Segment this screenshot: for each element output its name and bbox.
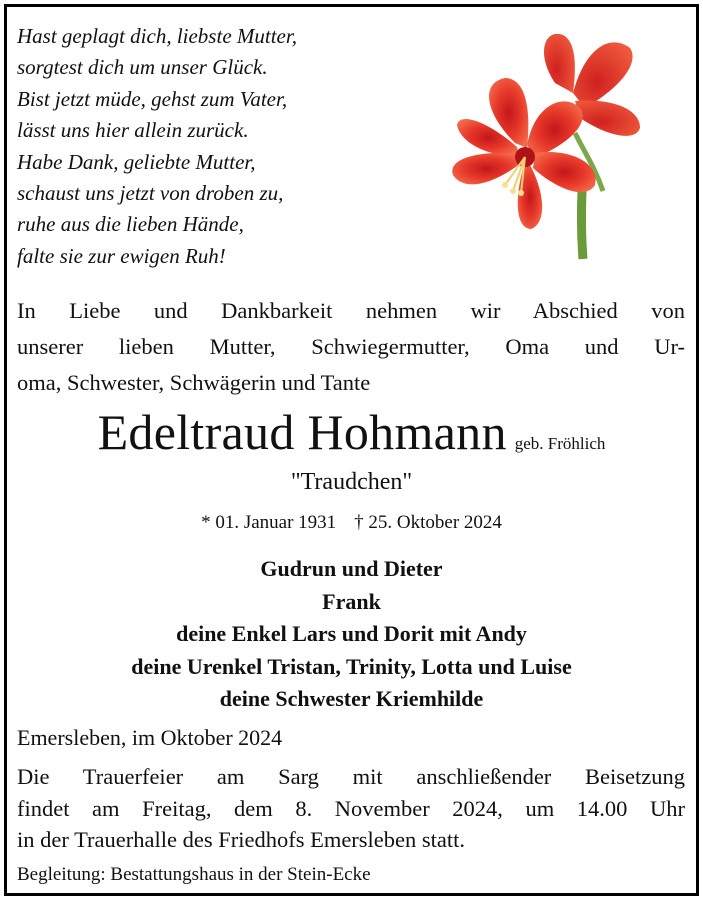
obituary-frame [4, 4, 699, 896]
poem-line: falte sie zur ewigen Ruh! [17, 243, 226, 268]
funeral-info [17, 761, 685, 856]
amaryllis-flower-icon [435, 23, 645, 263]
funeral-line: in der Trauerhalle des Friedhofs Emersleben statt. [17, 827, 466, 852]
poem [17, 21, 417, 272]
birth-date: * 01. Januar 1931 [201, 512, 337, 533]
place-date: Emersleben, im Oktober 2024 [17, 725, 283, 750]
funeral-line: Die Trauerfeier am Sarg mit anschließender Beisetzung [17, 764, 685, 789]
deceased-name-line [7, 403, 696, 461]
nickname: "Traudchen" [290, 469, 413, 495]
birth-name: geb. Fröhlich [514, 434, 606, 453]
death-date: † 25. Oktober 2024 [354, 512, 502, 533]
poem-line: schaust uns jetzt von droben zu, [17, 181, 284, 206]
mourners-list [7, 553, 696, 716]
intro-line: unserer lieben Mutter, Schwiegermutter, Oma und Ur- [17, 334, 685, 359]
funeral-line: findet am Freitag, dem 8. November 2024, um 14.00 Uhr [17, 795, 685, 821]
mourner-line: deine Schwester Kriemhilde [219, 686, 484, 711]
undertaker-line: Begleitung: Bestattungshaus in der Stein-Ecke [17, 864, 371, 885]
poem-line: Hast geplagt dich, liebste Mutter, [17, 24, 297, 48]
poem-line: Bist jetzt müde, gehst zum Vater, [17, 86, 288, 111]
life-dates [7, 512, 696, 534]
deceased-name: Edeltraud Hohmann [97, 404, 507, 460]
mourner-line: Gudrun und Dieter [260, 556, 443, 581]
mourner-line: deine Enkel Lars und Dorit mit Andy [176, 621, 527, 646]
intro-line: In Liebe und Dankbarkeit nehmen wir Abschied von [17, 298, 685, 323]
poem-line: ruhe aus die lieben Hände, [17, 212, 244, 237]
mourner-line: Frank [322, 588, 381, 614]
poem-line: lässt uns hier allein zurück. [17, 118, 249, 143]
mourner-line: deine Urenkel Tristan, Trinity, Lotta und Luise [131, 653, 572, 679]
poem-line: Habe Dank, geliebte Mutter, [17, 149, 256, 174]
poem-line: sorgtest dich um unser Glück. [17, 55, 268, 80]
intro-text [17, 293, 685, 401]
intro-line: oma, Schwester, Schwägerin und Tante [17, 370, 371, 395]
